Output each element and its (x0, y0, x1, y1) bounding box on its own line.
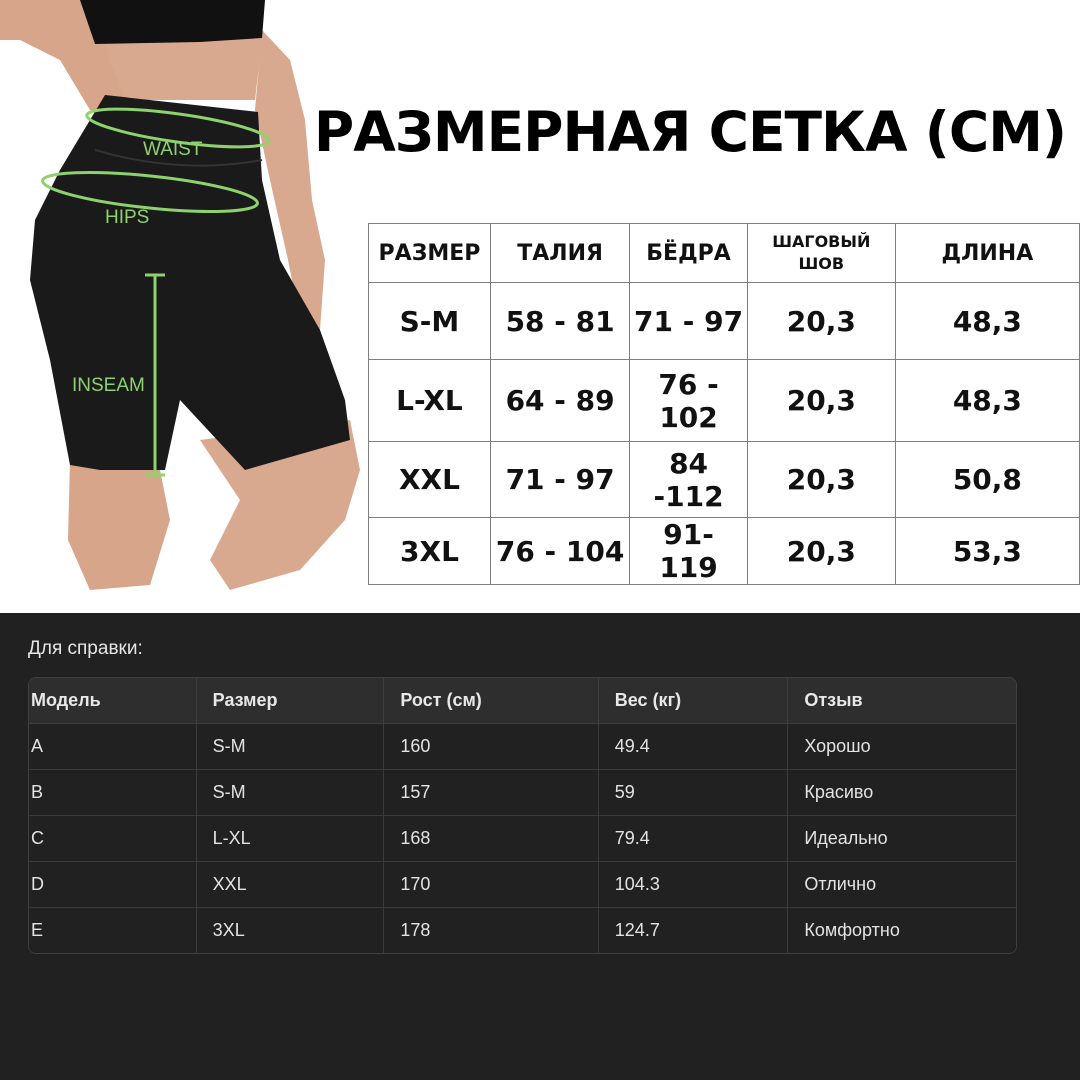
size-cell: 84 -112 (630, 442, 748, 518)
reference-table (28, 677, 1017, 954)
reference-cell: S-M (197, 770, 385, 816)
size-cell: 3XL (369, 518, 491, 585)
size-cell: 76 - 102 (630, 360, 748, 442)
inseam-label: INSEAM (72, 375, 145, 396)
reference-cell: Красиво (788, 770, 1016, 816)
size-cell: XXL (369, 442, 491, 518)
reference-section (0, 613, 1080, 1080)
size-cell: L-XL (369, 360, 491, 442)
reference-row (29, 908, 1016, 953)
size-table-header-cell: ДЛИНА (895, 224, 1079, 283)
reference-cell: 168 (384, 816, 598, 862)
size-cell: 71 - 97 (490, 442, 629, 518)
reference-cell: D (29, 862, 197, 908)
page-title: РАЗМЕРНАЯ СЕТКА (СМ) (313, 100, 1067, 164)
reference-header-cell: Рост (см) (384, 678, 598, 724)
reference-cell: S-M (197, 724, 385, 770)
size-cell: 20,3 (747, 283, 895, 360)
size-table-header-cell: ТАЛИЯ (490, 224, 629, 283)
reference-cell: 104.3 (599, 862, 789, 908)
size-table-header-cell: РАЗМЕР (369, 224, 491, 283)
reference-header-cell: Модель (29, 678, 197, 724)
reference-header-cell: Размер (197, 678, 385, 724)
size-table-row (369, 442, 1080, 518)
size-cell: 76 - 104 (490, 518, 629, 585)
size-cell: 64 - 89 (490, 360, 629, 442)
reference-cell: Хорошо (788, 724, 1016, 770)
model-photo (0, 0, 370, 600)
reference-cell: 49.4 (599, 724, 789, 770)
size-cell: 91- 119 (630, 518, 748, 585)
reference-title: Для справки: (28, 638, 143, 659)
reference-cell: 160 (384, 724, 598, 770)
size-cell: 20,3 (747, 518, 895, 585)
size-table-header-cell: ШАГОВЫЙ ШОВ (747, 224, 895, 283)
size-cell: 48,3 (895, 360, 1079, 442)
size-cell: 58 - 81 (490, 283, 629, 360)
reference-cell: 3XL (197, 908, 385, 953)
reference-cell: L-XL (197, 816, 385, 862)
reference-cell: 59 (599, 770, 789, 816)
model-left-leg (68, 460, 170, 590)
size-cell: 50,8 (895, 442, 1079, 518)
size-table-header-cell: БЁДРА (630, 224, 748, 283)
size-table-row (369, 518, 1080, 585)
reference-cell: 170 (384, 862, 598, 908)
size-table (368, 223, 1080, 585)
size-cell: S-M (369, 283, 491, 360)
size-cell: 20,3 (747, 442, 895, 518)
reference-row (29, 816, 1016, 862)
reference-cell: B (29, 770, 197, 816)
model-top (80, 0, 265, 44)
reference-table-header (29, 678, 1016, 724)
reference-cell: 79.4 (599, 816, 789, 862)
size-cell: 53,3 (895, 518, 1079, 585)
reference-row (29, 770, 1016, 816)
reference-header-cell: Вес (кг) (599, 678, 789, 724)
reference-cell: C (29, 816, 197, 862)
reference-header-cell: Отзыв (788, 678, 1016, 724)
size-cell: 48,3 (895, 283, 1079, 360)
reference-cell: E (29, 908, 197, 953)
reference-row (29, 724, 1016, 770)
reference-cell: Комфортно (788, 908, 1016, 953)
hips-label: HIPS (105, 207, 150, 228)
size-cell: 71 - 97 (630, 283, 748, 360)
size-cell: 20,3 (747, 360, 895, 442)
reference-cell: Идеально (788, 816, 1016, 862)
reference-cell: 157 (384, 770, 598, 816)
reference-cell: XXL (197, 862, 385, 908)
size-table-row (369, 283, 1080, 360)
size-table-header (369, 224, 1080, 283)
reference-row (29, 862, 1016, 908)
reference-cell: A (29, 724, 197, 770)
reference-cell: Отлично (788, 862, 1016, 908)
reference-cell: 124.7 (599, 908, 789, 953)
size-table-row (369, 360, 1080, 442)
reference-cell: 178 (384, 908, 598, 953)
waist-label: WAIST (143, 139, 203, 160)
